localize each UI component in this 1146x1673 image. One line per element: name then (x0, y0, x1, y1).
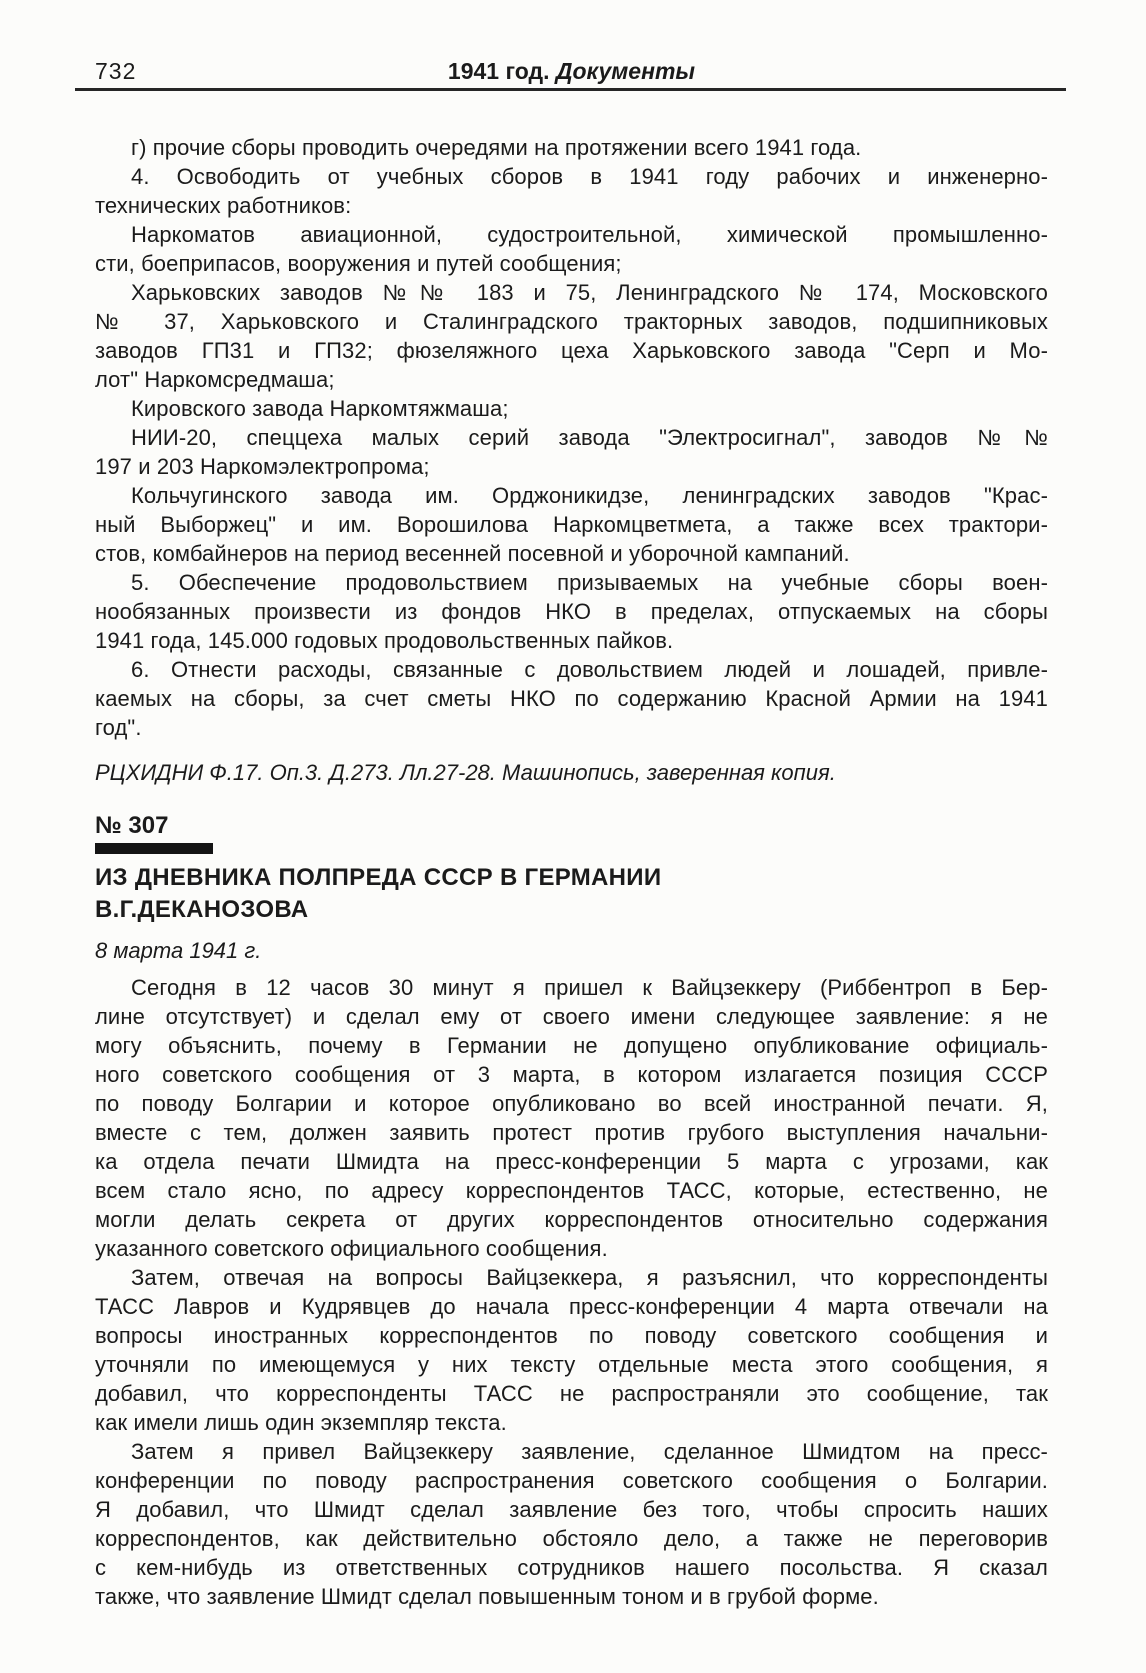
paragraph (95, 220, 1048, 278)
text-line: вместе с тем, должен заявить протест против грубого выступления начальни- (95, 1120, 1048, 1145)
paragraph (95, 655, 1048, 742)
document-title-line-2: В.Г.ДЕКАНОЗОВА (95, 896, 309, 923)
text-line: № 37, Харьковского и Сталинградского тракторных заводов, подшипниковых (95, 309, 1048, 334)
header-title-regular: 1941 год. (447, 58, 556, 84)
text-line: Харьковских заводов №№ 183 и 75, Ленинградского № 174, Московского (131, 280, 1048, 305)
text-line: Я добавил, что Шмидт сделал заявление без того, чтобы спросить наших (95, 1497, 1048, 1522)
text-line: с кем-нибудь из ответственных сотрудников нашего посольства. Я сказал (95, 1555, 1048, 1580)
text-line: Кольчугинского завода им. Орджоникидзе, ленинградских заводов "Крас- (131, 483, 1048, 508)
paragraph (95, 423, 1048, 481)
text-line: Наркоматов авиационной, судостроительной, химической промышленно- (131, 222, 1048, 247)
text-line: как имели лишь один экземпляр текста. (95, 1410, 507, 1435)
text-line: ный Выборжец" и им. Ворошилова Наркомцветмета, а также всех трактори- (95, 512, 1048, 537)
text-line: ного советского сообщения от 3 марта, в котором излагается позиция СССР (95, 1062, 1048, 1087)
archive-reference: РЦХИДНИ Ф.17. Оп.3. Д.273. Лл.27-28. Машинопись, заверенная копия. (95, 760, 836, 785)
text-line: год". (95, 715, 142, 740)
text-line: уточняли по имеющемуся у них тексту отдельные места этого сообщения, я (95, 1352, 1048, 1377)
document-number: № 307 (95, 812, 169, 839)
text-line: указанного советского официального сообщения. (95, 1236, 608, 1261)
document-306-body (95, 133, 1048, 742)
text-line: каемых на сборы, за счет сметы НКО по содержанию Красной Армии на 1941 (95, 686, 1048, 711)
paragraph (95, 394, 1048, 423)
header-title (95, 58, 1048, 84)
text-line: Затем, отвечая на вопросы Вайцзеккера, я разъяснил, что корреспонденты (131, 1265, 1048, 1290)
text-line: лот" Наркомсредмаша; (95, 367, 335, 392)
text-line: стов, комбайнеров на период весенней посевной и уборочной кампаний. (95, 541, 850, 566)
text-line: Затем я привел Вайцзеккеру заявление, сделанное Шмидтом на пресс- (131, 1439, 1048, 1464)
text-line: Кировского завода Наркомтяжмаша; (131, 396, 509, 421)
text-line: могу объяснить, почему в Германии не допущено опубликование официаль- (95, 1033, 1048, 1058)
text-line: корреспондентов, как действительно обстояло дело, а также не переговорив (95, 1526, 1048, 1551)
text-line: лине отсутствует) и сделал ему от своего имени следующее заявление: я не (95, 1004, 1048, 1029)
text-line: по поводу Болгарии и которое опубликовано во всей иностранной печати. Я, (95, 1091, 1048, 1116)
paragraph (95, 278, 1048, 394)
text-line: ТАСС Лавров и Кудрявцев до начала пресс-конференции 4 марта отвечали на (95, 1294, 1048, 1319)
running-header (95, 58, 1048, 84)
document-number-underline (95, 843, 213, 854)
paragraph (95, 481, 1048, 568)
text-line: всем стало ясно, по адресу корреспондентов ТАСС, которые, естественно, не (95, 1178, 1048, 1203)
header-title-italic: Документы (555, 58, 696, 84)
document-307-body (95, 973, 1048, 1611)
text-line: также, что заявление Шмидт сделал повышенным тоном и в грубой форме. (95, 1584, 879, 1609)
document-title (95, 862, 1048, 926)
paragraph (95, 1263, 1048, 1437)
text-line: НИИ-20, спеццеха малых серий завода "Электросигнал", заводов №№ (131, 425, 1048, 450)
text-line: 5. Обеспечение продовольствием призываемых на учебные сборы воен- (131, 570, 1048, 595)
paragraph (95, 133, 1048, 162)
text-line: заводов ГП31 и ГП32; фюзеляжного цеха Харьковского завода "Серп и Мо- (95, 338, 1048, 363)
paragraph (95, 162, 1048, 220)
text-line: конференции по поводу распространения советского сообщения о Болгарии. (95, 1468, 1048, 1493)
text-line: 197 и 203 Наркомэлектропрома; (95, 454, 430, 479)
header-rule (75, 88, 1066, 91)
paragraph (95, 973, 1048, 1263)
document-date: 8 марта 1941 г. (95, 938, 262, 963)
text-line: могли делать секрета от других корреспондентов относительно содержания (95, 1207, 1048, 1232)
text-line: ка отдела печати Шмидта на пресс-конференции 5 марта с угрозами, как (95, 1149, 1048, 1174)
text-line: 4. Освободить от учебных сборов в 1941 году рабочих и инженерно- (131, 164, 1048, 189)
text-line: добавил, что корреспонденты ТАСС не распространяли это сообщение, так (95, 1381, 1048, 1406)
text-line: сти, боеприпасов, вооружения и путей сообщения; (95, 251, 622, 276)
paragraph (95, 1437, 1048, 1611)
text-line: Сегодня в 12 часов 30 минут я пришел к Вайцзеккеру (Риббентроп в Бер- (131, 975, 1048, 1000)
paragraph (95, 568, 1048, 655)
text-line: 6. Отнести расходы, связанные с довольствием людей и лошадей, привле- (131, 657, 1048, 682)
document-title-line-1: ИЗ ДНЕВНИКА ПОЛПРЕДА СССР В ГЕРМАНИИ (95, 864, 662, 891)
page-number: 732 (95, 58, 137, 84)
text-line: 1941 года, 145.000 годовых продовольственных пайков. (95, 628, 674, 653)
text-line: технических работников: (95, 193, 352, 218)
text-line: вопросы иностранных корреспондентов по поводу советского сообщения и (95, 1323, 1048, 1348)
text-line: г) прочие сборы проводить очередями на протяжении всего 1941 года. (131, 135, 862, 160)
text-line: нообязанных произвести из фондов НКО в пределах, отпускаемых на сборы (95, 599, 1048, 624)
